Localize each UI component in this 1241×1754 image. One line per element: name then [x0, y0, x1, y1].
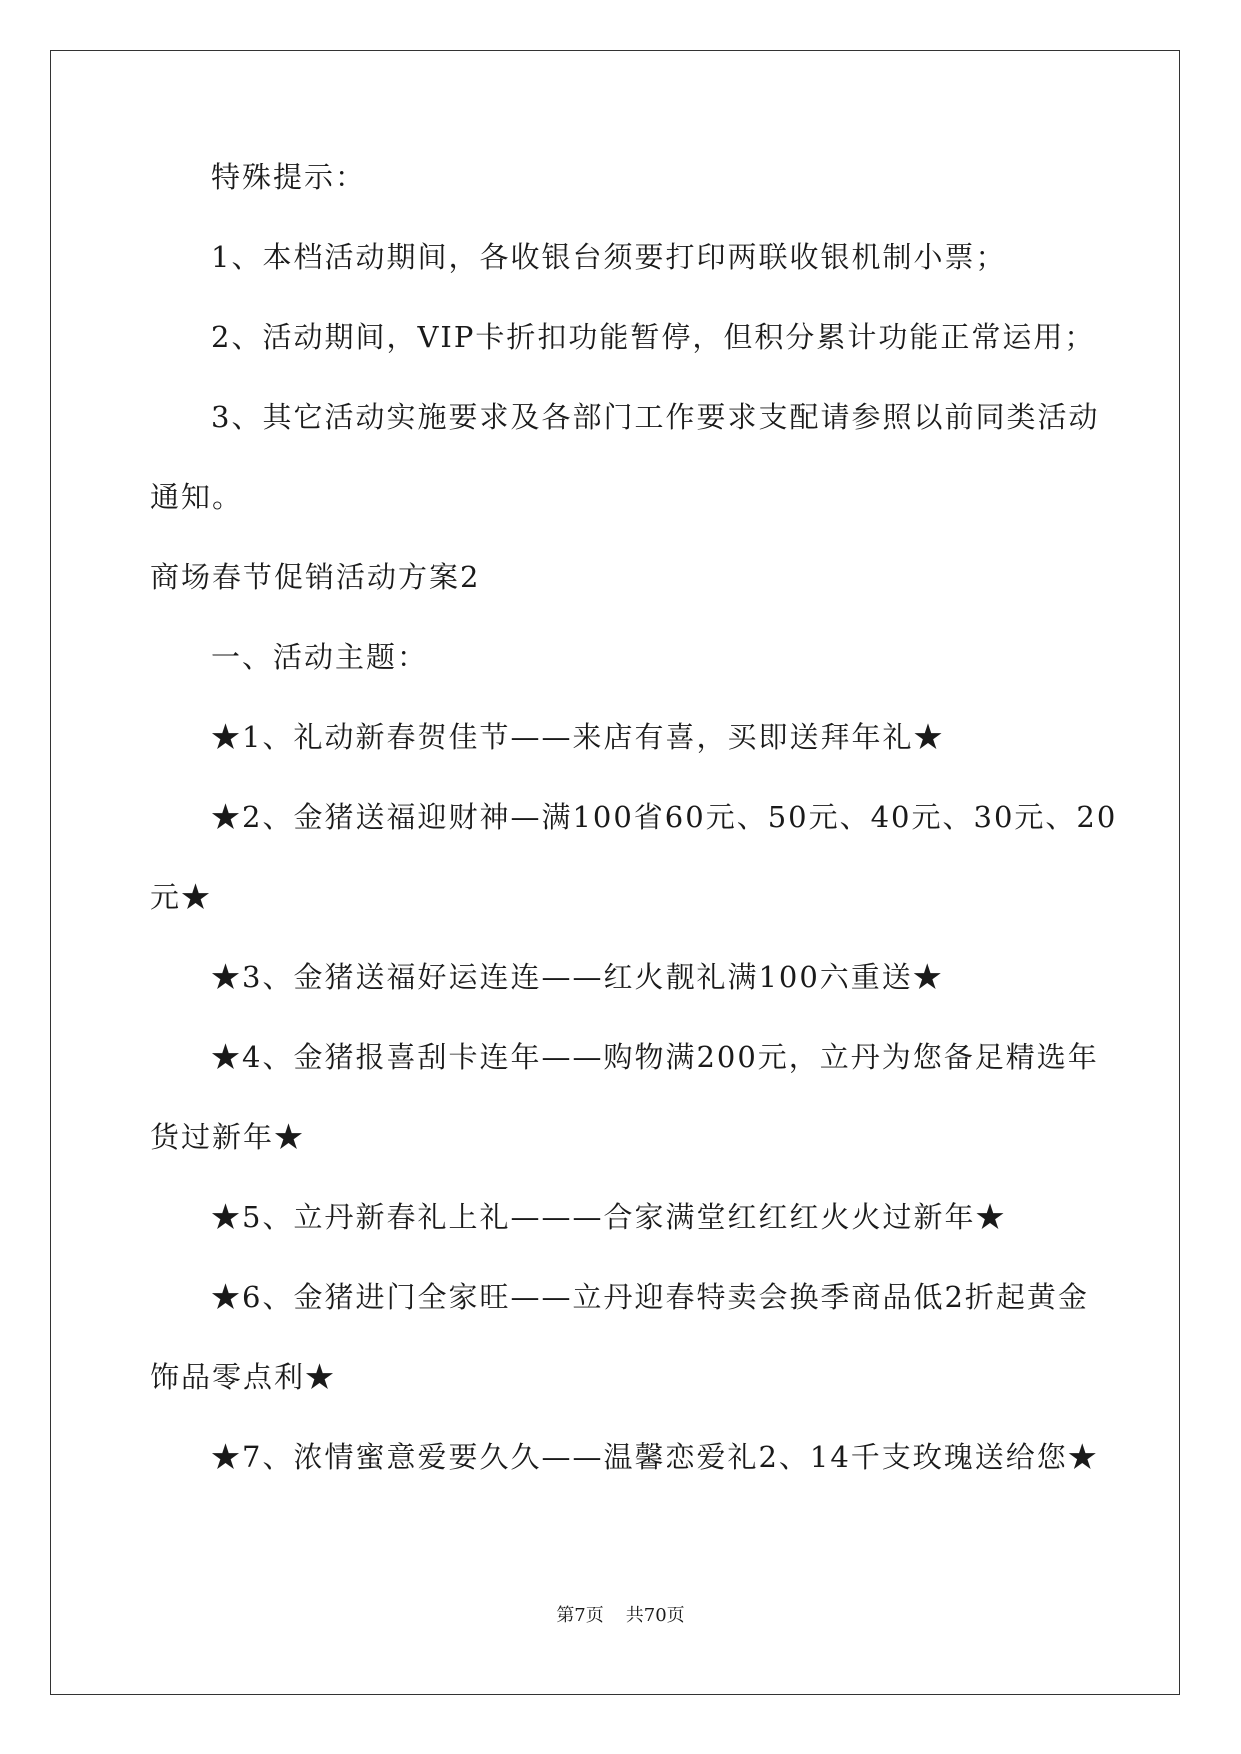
paragraph-line: 特殊提示：: [211, 160, 367, 194]
paragraph-line: ★2、金猪送福迎财神—满100省60元、50元、40元、30元、20: [211, 800, 1118, 834]
paragraph-line: 通知。: [150, 480, 244, 514]
page-total: 共70页: [625, 1605, 685, 1626]
paragraph-line: 饰品零点利★: [150, 1360, 337, 1394]
paragraph-line: ★5、立丹新春礼上礼———合家满堂红红红火火过新年★: [211, 1200, 1007, 1234]
page-footer: [0, 1604, 1241, 1628]
paragraph-line: 3、其它活动实施要求及各部门工作要求支配请参照以前同类活动: [211, 400, 1100, 434]
section-title: 商场春节促销活动方案2: [150, 560, 481, 594]
paragraph-line: 元★: [150, 880, 213, 914]
paragraph-line: 1、本档活动期间，各收银台须要打印两联收银机制小票；: [211, 240, 1007, 274]
page-number: 第7页: [556, 1605, 604, 1626]
paragraph-line: ★4、金猪报喜刮卡连年——购物满200元，立丹为您备足精选年: [211, 1040, 1099, 1074]
section-heading: 一、活动主题：: [211, 640, 429, 674]
paragraph-line: ★7、浓情蜜意爱要久久——温馨恋爱礼2、14千支玫瑰送给您★: [211, 1440, 1099, 1474]
paragraph-line: 2、活动期间，VIP卡折扣功能暂停，但积分累计功能正常运用；: [211, 320, 1096, 354]
paragraph-line: ★3、金猪送福好运连连——红火靓礼满100六重送★: [211, 960, 944, 994]
paragraph-line: 货过新年★: [150, 1120, 306, 1154]
paragraph-line: ★1、礼动新春贺佳节——来店有喜，买即送拜年礼★: [211, 720, 945, 754]
paragraph-line: ★6、金猪进门全家旺——立丹迎春特卖会换季商品低2折起黄金: [211, 1280, 1089, 1314]
